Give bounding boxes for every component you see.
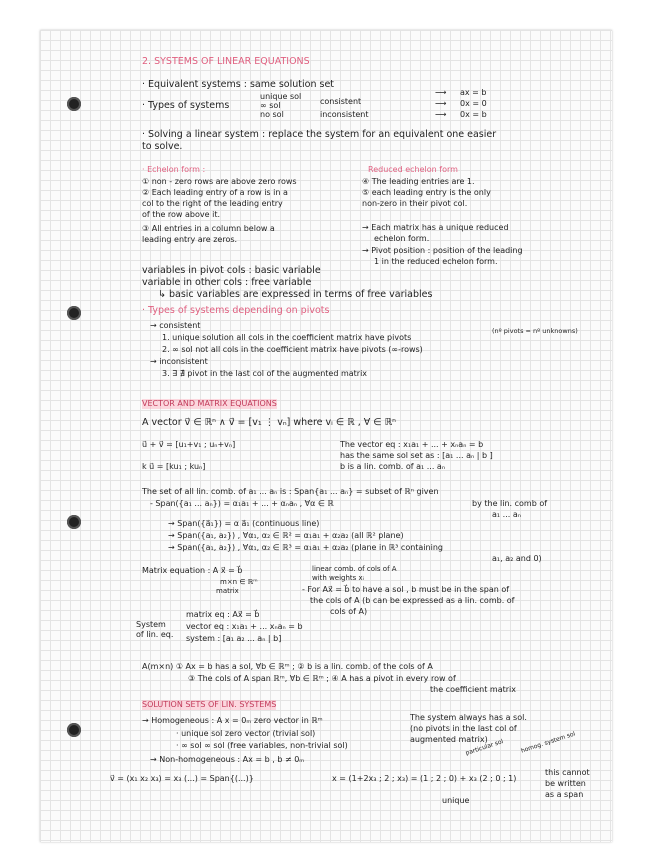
homog-note: (no pivots in the last col of xyxy=(410,724,517,733)
amxn-line: A(m×n) ① Ax = b has a sol, ∀b ∈ ℝᵐ ; ② b is a lin. comb. of the cols of A xyxy=(142,662,433,671)
amxn-line: the coefficient matrix xyxy=(430,685,516,694)
amxn-line: ③ The cols of A span ℝᵐ, ∀b ∈ ℝᵐ ; ④ A has a pivot in every row of xyxy=(188,674,456,683)
span-note: this cannot xyxy=(545,768,590,777)
echelon-item: col to the right of the leading entry xyxy=(142,199,283,208)
section-title: SOLUTION SETS OF LIN. SYSTEMS xyxy=(142,700,277,709)
note-line: → Each matrix has a unique reduced xyxy=(362,223,509,232)
system-item: vector eq : x₁a₁ + ... xₙaₙ = b xyxy=(186,622,303,631)
homog-line: → Homogeneous : A x = 0ₘ zero vector in ℝᵐ xyxy=(142,716,323,725)
types-pivots-title: · Types of systems depending on pivots xyxy=(142,305,330,316)
span-case: → Span({a⃗₁}) = α a⃗₁ (continuous line) xyxy=(168,519,320,528)
echelon-item: ② Each leading entry of a row is in a xyxy=(142,188,288,197)
echelon-item: leading entry are zeros. xyxy=(142,235,238,244)
echelon-title: · Echelon form : xyxy=(142,165,206,174)
matrix-for: cols of A) xyxy=(330,607,368,616)
span-def: The set of all lin. comb. of a₁ ... aₙ is : Span{a₁ ... aₙ} = subset of ℝⁿ given xyxy=(142,487,439,496)
span-case: → Span({a₁, a₂}) , ∀α₁, α₂ ∈ ℝ² = α₁a₁ + α₂a₂ (all ℝ² plane) xyxy=(168,531,404,540)
matrix-for: the cols of A (b can be expressed as a lin. comb. of xyxy=(310,596,515,605)
vector-def: A vector v⃗ ∈ ℝⁿ ∧ v⃗ = [v₁ ⋮ vₙ] where vᵢ ∈ ℝ , ∀ ∈ ℝⁿ xyxy=(142,417,396,428)
matrix-for: - For Ax⃗ = b⃗ to have a sol , b must be in the span of xyxy=(302,585,510,594)
consistent-label: → consistent xyxy=(150,321,201,330)
nonhom-line: → Non-homogeneous : Ax = b , b ≠ 0ₘ xyxy=(150,755,305,764)
span-note: as a span xyxy=(545,790,584,799)
matrix-note: linear comb. of cols of A xyxy=(312,565,397,573)
echelon-item: of the row above it. xyxy=(142,210,220,219)
vector-sum: u⃗ + v⃗ = [u₁+v₁ ; uₙ+vₙ] xyxy=(142,440,236,449)
note-line: 1 in the reduced echelon form. xyxy=(374,257,498,266)
matrix-dims: m×n ∈ ℝᵐ xyxy=(220,578,258,586)
arrow-right-icon: ⟶ xyxy=(435,110,447,119)
punch-hole xyxy=(67,97,81,111)
punch-hole xyxy=(67,306,81,320)
vector-eq: b is a lin. comb. of a₁ ... aₙ xyxy=(340,462,446,471)
solving-line: · Solving a linear system : replace the system for an equivalent one easier xyxy=(142,129,497,140)
eq-ax-b: ax = b xyxy=(460,88,487,97)
vector-scalar: k u⃗ = [ku₁ ; kuₙ] xyxy=(142,462,206,471)
section-title: 2. SYSTEMS OF LINEAR EQUATIONS xyxy=(142,56,310,67)
vars-line: ↳ basic variables are expressed in terms of free variables xyxy=(158,289,433,300)
type-inconsistent: inconsistent xyxy=(320,110,369,119)
span-case: → Span({a₁, a₂}) , ∀α₁, α₂ ∈ ℝ³ = α₁a₁ + α₂a₂ (plane in ℝ³ containing xyxy=(168,543,443,552)
punch-hole xyxy=(67,515,81,529)
homog-note: augmented matrix) xyxy=(410,735,488,744)
bottom-eq-2: x = (1+2x₃ ; 2 ; x₃) = (1 ; 2 ; 0) + x₃ (2 ; 0 ; 1) xyxy=(332,774,517,783)
case-1-note: (nº pivots = nº unknowns) xyxy=(492,327,578,335)
type-infinite: ∞ sol xyxy=(260,101,281,110)
span-case: a₁, a₂ and 0) xyxy=(492,554,542,563)
arrow-right-icon: ⟶ xyxy=(435,88,447,97)
margin-note: homog. system sol xyxy=(520,730,577,755)
reduced-item: non-zero in their pivot col. xyxy=(362,199,468,208)
system-item: system : [a₁ a₂ ... aₙ | b] xyxy=(186,634,282,643)
types-label: · Types of systems xyxy=(142,100,230,111)
span-def: - Span({a₁ ... aₙ}) = α₁a₁ + ... + αₙaₙ , ∀α ∈ ℝ xyxy=(150,499,334,508)
case-1: 1. unique solution all cols in the coefficient matrix have pivots xyxy=(162,333,412,342)
homog-note: The system always has a sol. xyxy=(410,713,527,722)
solving-line-2: to solve. xyxy=(142,141,183,152)
equiv-systems: · Equivalent systems : same solution set xyxy=(142,79,335,90)
notebook-page xyxy=(40,30,612,842)
homog-unique: · unique sol zero vector (trivial sol) xyxy=(176,729,316,738)
span-def: by the lin. comb of xyxy=(472,499,548,508)
section-title: VECTOR AND MATRIX EQUATIONS xyxy=(142,399,277,408)
matrix-note: with weights xᵢ xyxy=(312,574,364,582)
inconsistent-label: → inconsistent xyxy=(150,357,208,366)
system-of-label: System of lin. eq. xyxy=(136,620,174,639)
eq-0x-0: 0x = 0 xyxy=(460,99,487,108)
unique-label: unique xyxy=(442,796,470,805)
note-line: echelon form. xyxy=(374,234,430,243)
system-item: matrix eq : Ax⃗ = b⃗ xyxy=(186,610,260,619)
homog-infinite: · ∞ sol ∞ sol (free variables, non-trivial sol) xyxy=(176,741,348,750)
reduced-item: ④ The leading entries are 1. xyxy=(362,177,475,186)
vector-eq: has the same sol set as : [a₁ ... aₙ | b ] xyxy=(340,451,493,460)
vector-eq: The vector eq : x₁a₁ + ... + xₙaₙ = b xyxy=(340,440,484,449)
type-consistent: consistent xyxy=(320,97,362,106)
type-unique: unique sol xyxy=(260,92,302,101)
case-3: 3. ∃ ∄ pivot in the last col of the augmented matrix xyxy=(162,369,368,378)
matrix-equation: Matrix equation : A x⃗ = b⃗ xyxy=(142,566,243,575)
vars-line: variable in other cols : free variable xyxy=(142,277,312,288)
type-none: no sol xyxy=(260,110,284,119)
span-def: a₁ ... aₙ xyxy=(492,510,521,519)
echelon-item: ③ All entries in a column below a xyxy=(142,224,275,233)
case-2: 2. ∞ sol not all cols in the coefficient matrix have pivots (∞-rows) xyxy=(162,345,423,354)
matrix-label: matrix xyxy=(216,587,239,595)
punch-hole xyxy=(67,723,81,737)
span-note: be written xyxy=(545,779,586,788)
arrow-right-icon: ⟶ xyxy=(435,99,447,108)
reduced-title: Reduced echelon form xyxy=(368,165,458,174)
reduced-item: ⑤ each leading entry is the only xyxy=(362,188,491,197)
vars-line: variables in pivot cols : basic variable xyxy=(142,265,321,276)
echelon-item: ① non - zero rows are above zero rows xyxy=(142,177,297,186)
margin-note: particular sol xyxy=(464,738,505,757)
note-line: → Pivot position : position of the leading xyxy=(362,246,523,255)
bottom-eq: v⃗ = (x₁ x₂ x₃) = x₃ (...) = Span{(...)} xyxy=(110,774,254,783)
eq-0x-b: 0x = b xyxy=(460,110,487,119)
